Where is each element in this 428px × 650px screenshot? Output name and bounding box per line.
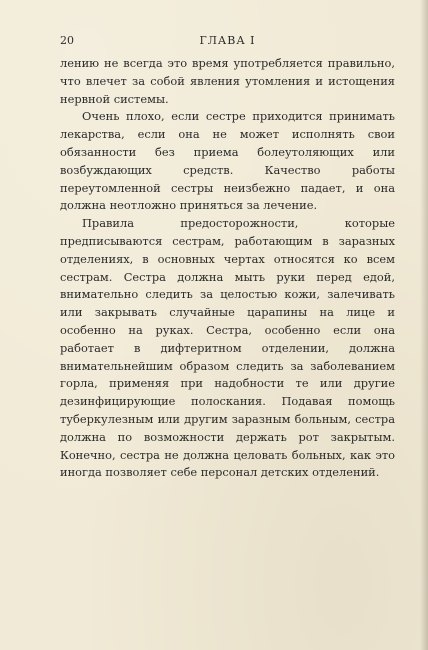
paragraph-precautions: Правила предосторожности, которые предписываются сестрам, работающим в заразных отделениях, в основных чертах относятся ко всем сестрам. Сестра должна мыть руки перед едой, внимательно следить за целостью кожи, залечивать или закрывать случайные царапины на лице и особенно на руках. Сестра, особенно если она работает в дифтеритном отделении, должна внимательнейшим образом следить за заболеванием горла, применяя при надобности те или другие дезинфицирующие полоскания. Подавая помощь туберкулезным или другим заразным больным, сестра должна по возможности держать рот закрытым. Конечно, сестра не должна целовать больных, как это иногда позволяет себе персонал детских отделений. xyxy=(60,216,395,480)
paragraph-medication: Очень плохо, если сестре приходится принимать лекарства, если она не может исполнять свои обязанности без приема болеутоляющих или возбуждающих средств. Качество работы переутомленной сестры неизбежно падает, и она должна неотложно приняться за лечение. xyxy=(60,109,395,213)
page-number: 20 xyxy=(60,34,74,47)
paragraph-continued: лению не всегда это время употребляется правильно, что влечет за собой явления утомления и истощения нервной системы. xyxy=(60,56,395,106)
chapter-title: ГЛАВА I xyxy=(199,34,256,47)
body-text xyxy=(60,55,395,482)
running-header xyxy=(60,34,395,48)
page-edge-shadow xyxy=(420,0,428,650)
